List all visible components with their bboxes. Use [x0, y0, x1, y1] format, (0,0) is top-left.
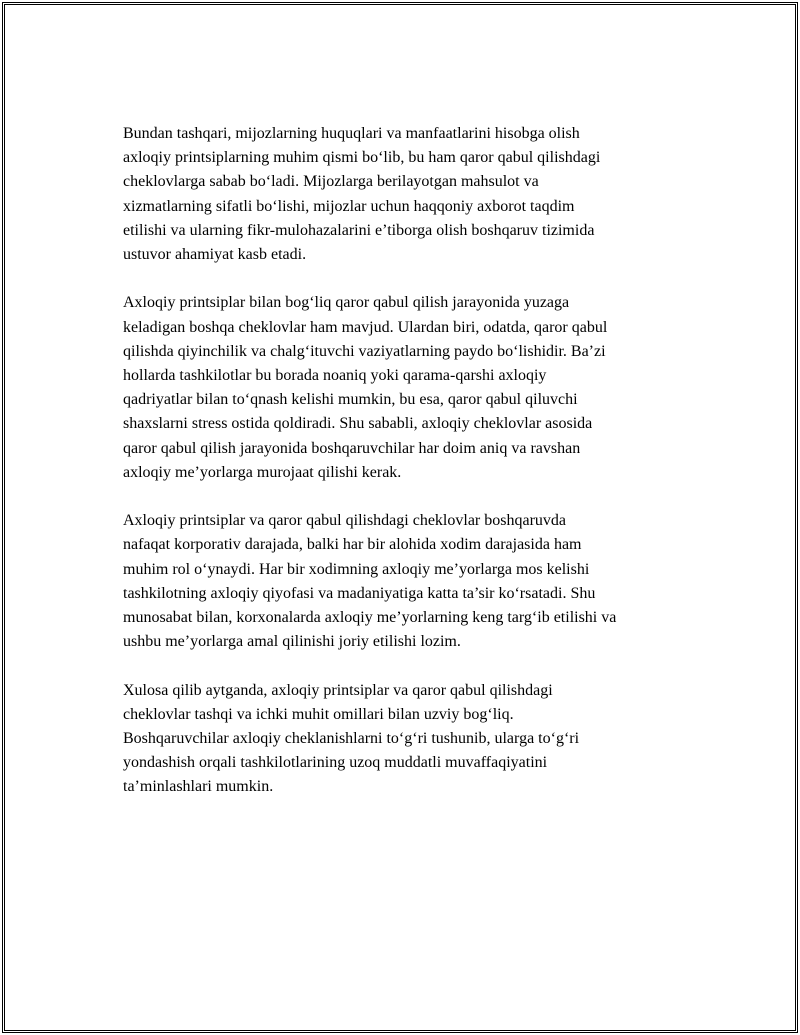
paragraph-1 [123, 122, 695, 267]
text-line: qadriyatlar bilan to‘qnash kelishi mumkin, bu esa, qaror qabul qiluvchi [123, 391, 578, 409]
text-line: Bundan tashqari, mijozlarning huquqlari va manfaatlarini hisobga olish [123, 125, 580, 142]
text-line: Axloqiy printsiplar bilan bog‘liq qaror qabul qilish jarayonida yuzaga [123, 294, 570, 312]
page-border [2, 2, 798, 1033]
text-line: shaxslarni stress ostida qoldiradi. Shu sababli, axloqiy cheklovlar asosida [123, 415, 593, 433]
text-line: xizmatlarning sifatli bo‘lishi, mijozlar uchun haqqoniy axborot taqdim [123, 197, 575, 215]
document-body [123, 122, 695, 824]
text-line: Xulosa qilib aytganda, axloqiy printsiplar va qaror qabul qilishdagi [123, 681, 553, 699]
text-line: nafaqat korporativ darajada, balki har bir alohida xodim darajasida ham [123, 536, 582, 554]
text-line: cheklovlarga sabab bo‘ladi. Mijozlarga berilayotgan mahsulot va [123, 173, 539, 191]
text-line: muhim rol o‘ynaydi. Har bir xodimning axloqiy me’yorlarga mos kelishi [123, 560, 590, 578]
text-line: qilishda qiyinchilik va chalg‘ituvchi vaziyatlarning paydo bo‘lishidir. Ba’zi [123, 342, 606, 360]
text-line: Axloqiy printsiplar va qaror qabul qilishdagi cheklovlar boshqaruvda [123, 512, 567, 530]
text-line: qaror qabul qilish jarayonida boshqaruvchilar har doim aniq va ravshan [123, 439, 581, 457]
paragraph-3 [123, 509, 695, 654]
text-line: cheklovlar tashqi va ichki muhit omillari bilan uzviy bog‘liq. [123, 705, 514, 723]
paragraph-2 [123, 291, 695, 485]
text-line: ustuvor ahamiyat kasb etadi. [123, 246, 307, 264]
text-line: axloqiy me’yorlarga murojaat qilishi kerak. [123, 463, 402, 481]
text-line: keladigan boshqa cheklovlar ham mavjud. Ulardan biri, odatda, qaror qabul [123, 318, 608, 336]
paragraph-4 [123, 679, 695, 800]
text-line: ta’minlashlari mumkin. [123, 778, 274, 796]
text-line: ushbu me’yorlarga amal qilinishi joriy etilishi lozim. [123, 633, 461, 651]
text-line: axloqiy printsiplarning muhim qismi bo‘lib, bu ham qaror qabul qilishdagi [123, 149, 601, 167]
text-line: etilishi va ularning fikr-mulohazalarini e’tiborga olish boshqaruv tizimida [123, 221, 595, 239]
text-line: munosabat bilan, korxonalarda axloqiy me’yorlarning keng targ‘ib etilishi va [123, 609, 617, 627]
text-line: tashkilotning axloqiy qiyofasi va madaniyatiga katta ta’sir ko‘rsatadi. Shu [123, 584, 596, 602]
text-line: yondashish orqali tashkilotlarining uzoq muddatli muvaffaqiyatini [123, 754, 548, 772]
text-line: hollarda tashkilotlar bu borada noaniq yoki qarama-qarshi axloqiy [123, 367, 547, 385]
text-line: Boshqaruvchilar axloqiy cheklanishlarni to‘g‘ri tushunib, ularga to‘g‘ri [123, 730, 580, 748]
